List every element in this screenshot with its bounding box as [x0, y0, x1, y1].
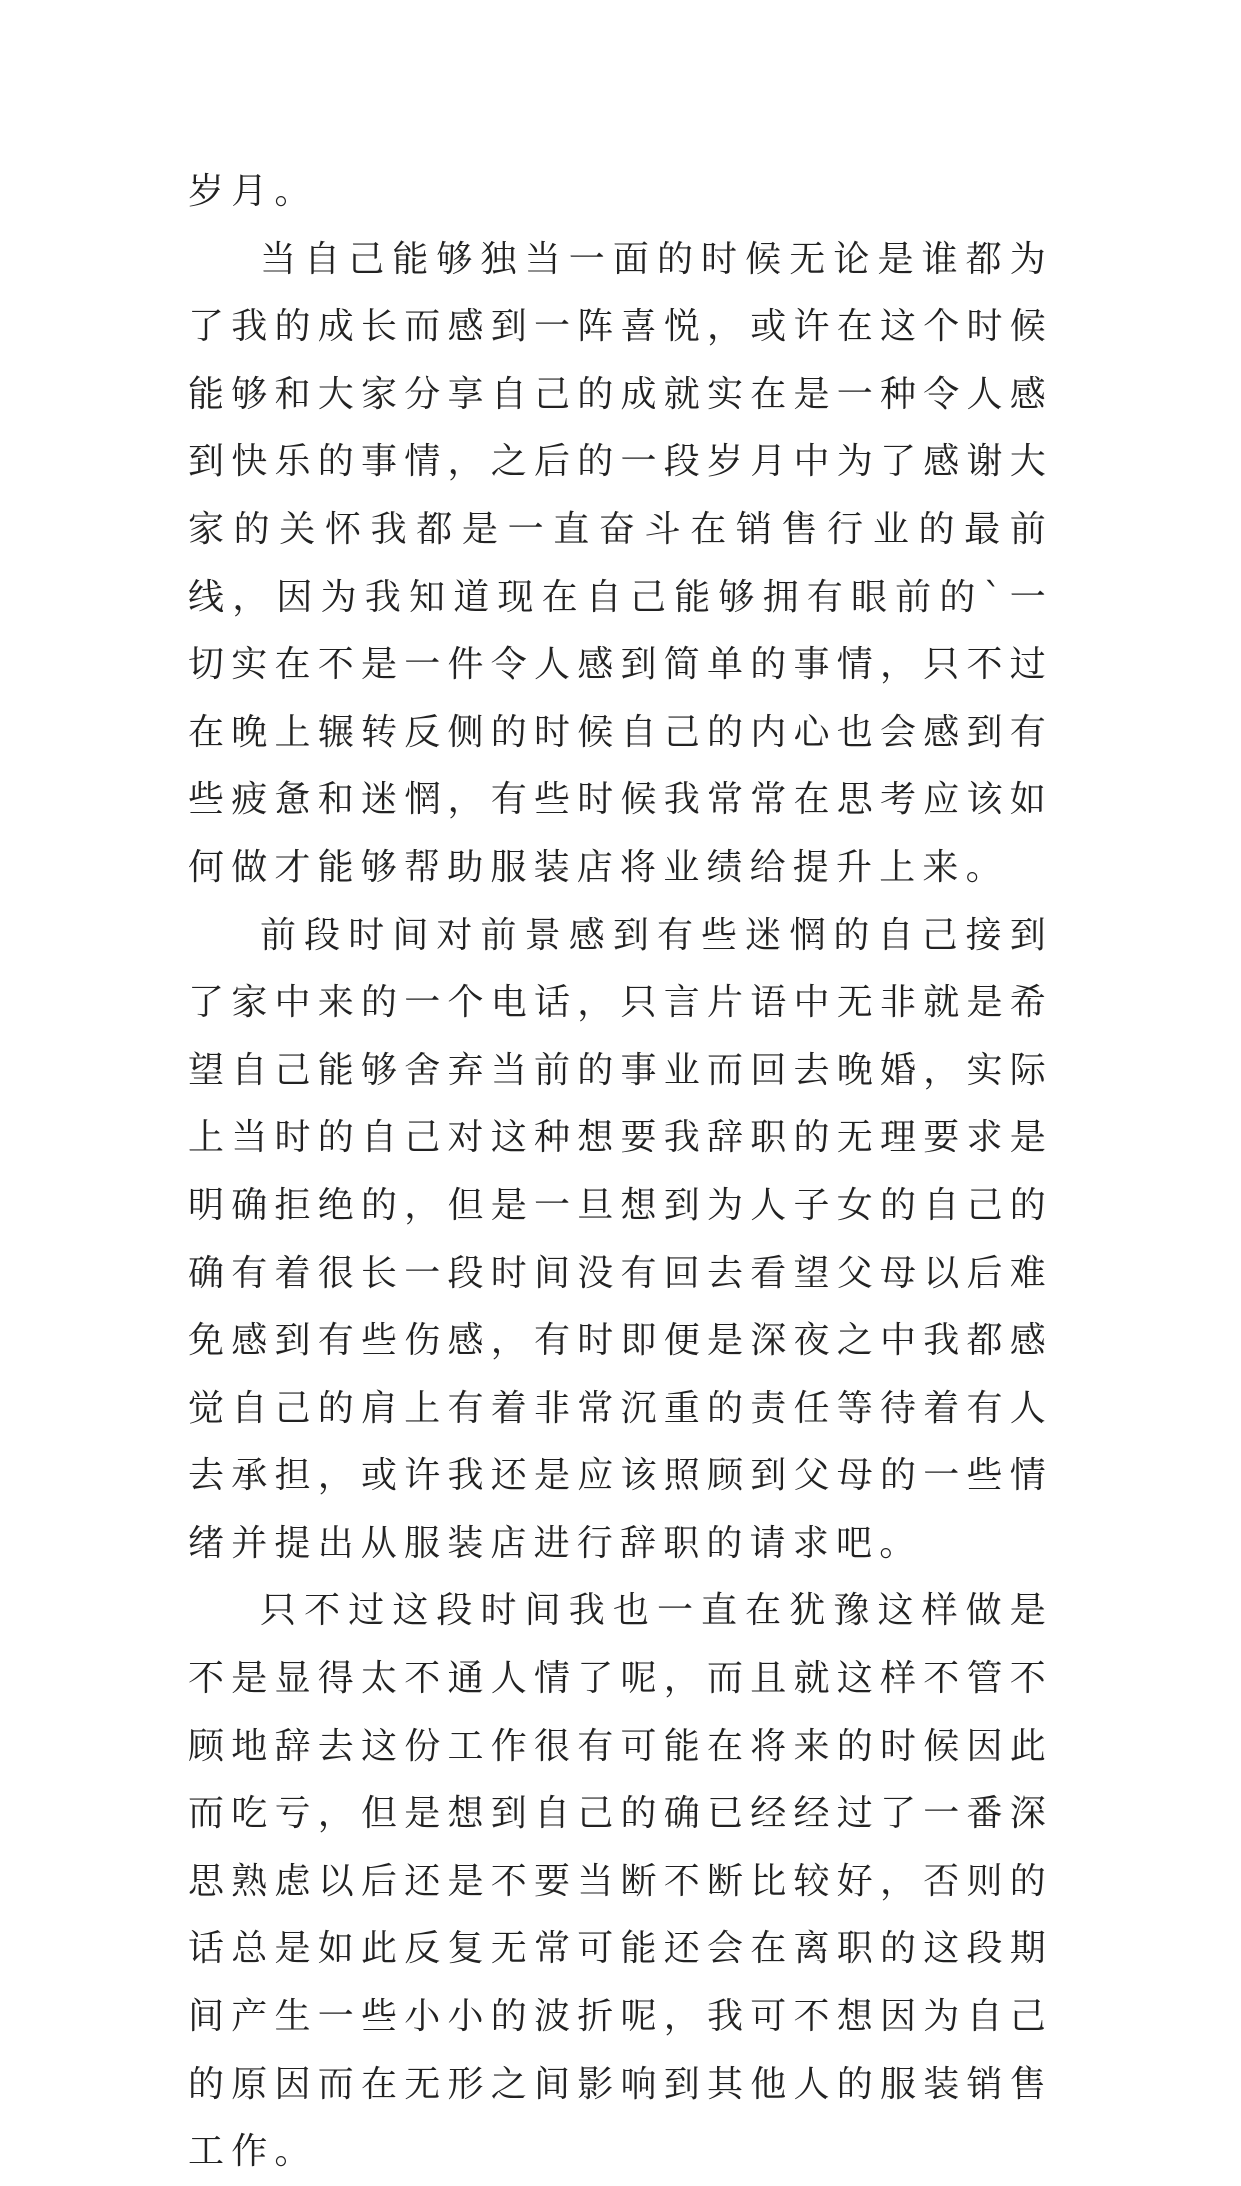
paragraph-3: 前段时间对前景感到有些迷惘的自己接到了家中来的一个电话，只言片语中无非就是希望自己能够舍弃当前的事业而回去晚婚，实际上当时的自己对这种想要我辞职的无理要求是明确拒绝的，但是一旦想到为人子女的自己的确有着很长一段时间没有回去看望父母以后难免感到有些伤感，有时即便是深夜之中我都感觉自己的肩上有着非常沉重的责任等待着有人去承担，或许我还是应该照顾到父母的一些情绪并提出从服装店进行辞职的请求吧。 [188, 914, 1053, 1564]
paragraph-1: 岁月。 [188, 171, 318, 212]
document-body [188, 158, 1053, 2186]
paragraph-2: 当自己能够独当一面的时候无论是谁都为了我的成长而感到一阵喜悦，或许在这个时候能够和大家分享自己的成就实在是一种令人感到快乐的事情，之后的一段岁月中为了感谢大家的关怀我都是一直奋斗在销售行业的最前线，因为我知道现在自己能够拥有眼前的`一切实在不是一件令人感到简单的事情，只不过在晚上辗转反侧的时候自己的内心也会感到有些疲惫和迷惘，有些时候我常常在思考应该如何做才能够帮助服装店将业绩给提升上来。 [188, 238, 1053, 888]
paragraph-4: 只不过这段时间我也一直在犹豫这样做是不是显得太不通人情了呢，而且就这样不管不顾地辞去这份工作很有可能在将来的时候因此而吃亏，但是想到自己的确已经经过了一番深思熟虑以后还是不要当断不断比较好，否则的话总是如此反复无常可能还会在离职的这段期间产生一些小小的波折呢，我可不想因为自己的原因而在无形之间影响到其他人的服装销售工作。 [188, 1590, 1053, 2173]
